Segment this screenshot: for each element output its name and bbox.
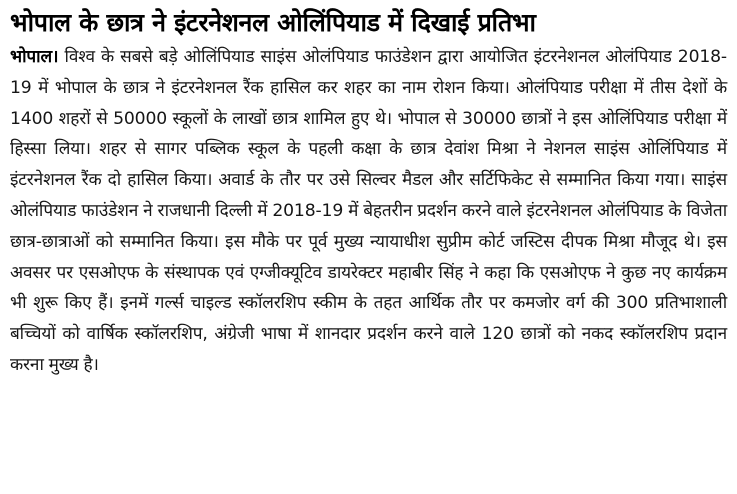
dateline: भोपाल। (10, 47, 59, 67)
headline: भोपाल के छात्र ने इंटरनेशनल ओलिंपियाड में दिखाई प्रतिभा (10, 8, 536, 37)
article-body-text: विश्व के सबसे बड़े ओलिंपियाड साइंस ओलंपियाड फाउंडेशन द्वारा आयोजित इंटरनेशनल ओलंपियाड 2018-19 में भोपाल के छात्र ने इंटरनेशनल रैंक हासिल कर शहर का नाम रोशन किया। ओलंपियाड परीक्षा में तीस देशों के 1400 शहरों से 50000 स्कूलों के लाखों छात्र शामिल हुए थे। भोपाल से 30000 छात्रों ने इस ओलिंपियाड परीक्षा में हिस्सा लिया। शहर से सागर पब्लिक स्कूल के पहली कक्षा के छात्र देवांश मिश्रा ने नेशनल साइंस ओलिंपियाड में इंटरनेशनल रैंक दो हासिल किया। अवार्ड के तौर पर उसे सिल्वर मैडल और सर्टिफिकेट से सम्मानित किया गया। साइंस ओलंपियाड फाउंडेशन ने राजधानी दिल्ली में 2018-19 में बेहतरीन प्रदर्शन करने वाले इंटरनेशनल ओलंपियाड के विजेता छात्र-छात्राओं को सम्मानित किया। इस मौके पर पूर्व मुख्य न्यायाधीश सुप्रीम कोर्ट जस्टिस दीपक मिश्रा मौजूद थे। इस अवसर पर एसओएफ के संस्थापक एवं एग्जीक्यूटिव डायरेक्टर महाबीर सिंह ने कहा कि एसओएफ ने कुछ नए कार्यक्रम भी शुरू किए हैं। इनमें गर्ल्स चाइल्ड स्कॉलरशिप स्कीम के तहत आर्थिक तौर पर कमजोर वर्ग की 300 प्रतिभाशाली बच्चियों को वार्षिक स्कॉलरशिप, अंग्रेजी भाषा में शानदार प्रदर्शन करने वाले 120 छात्रों को नकद स्कॉलरशिप प्रदान करना मुख्य है। (10, 47, 727, 375)
article-body (10, 42, 727, 381)
